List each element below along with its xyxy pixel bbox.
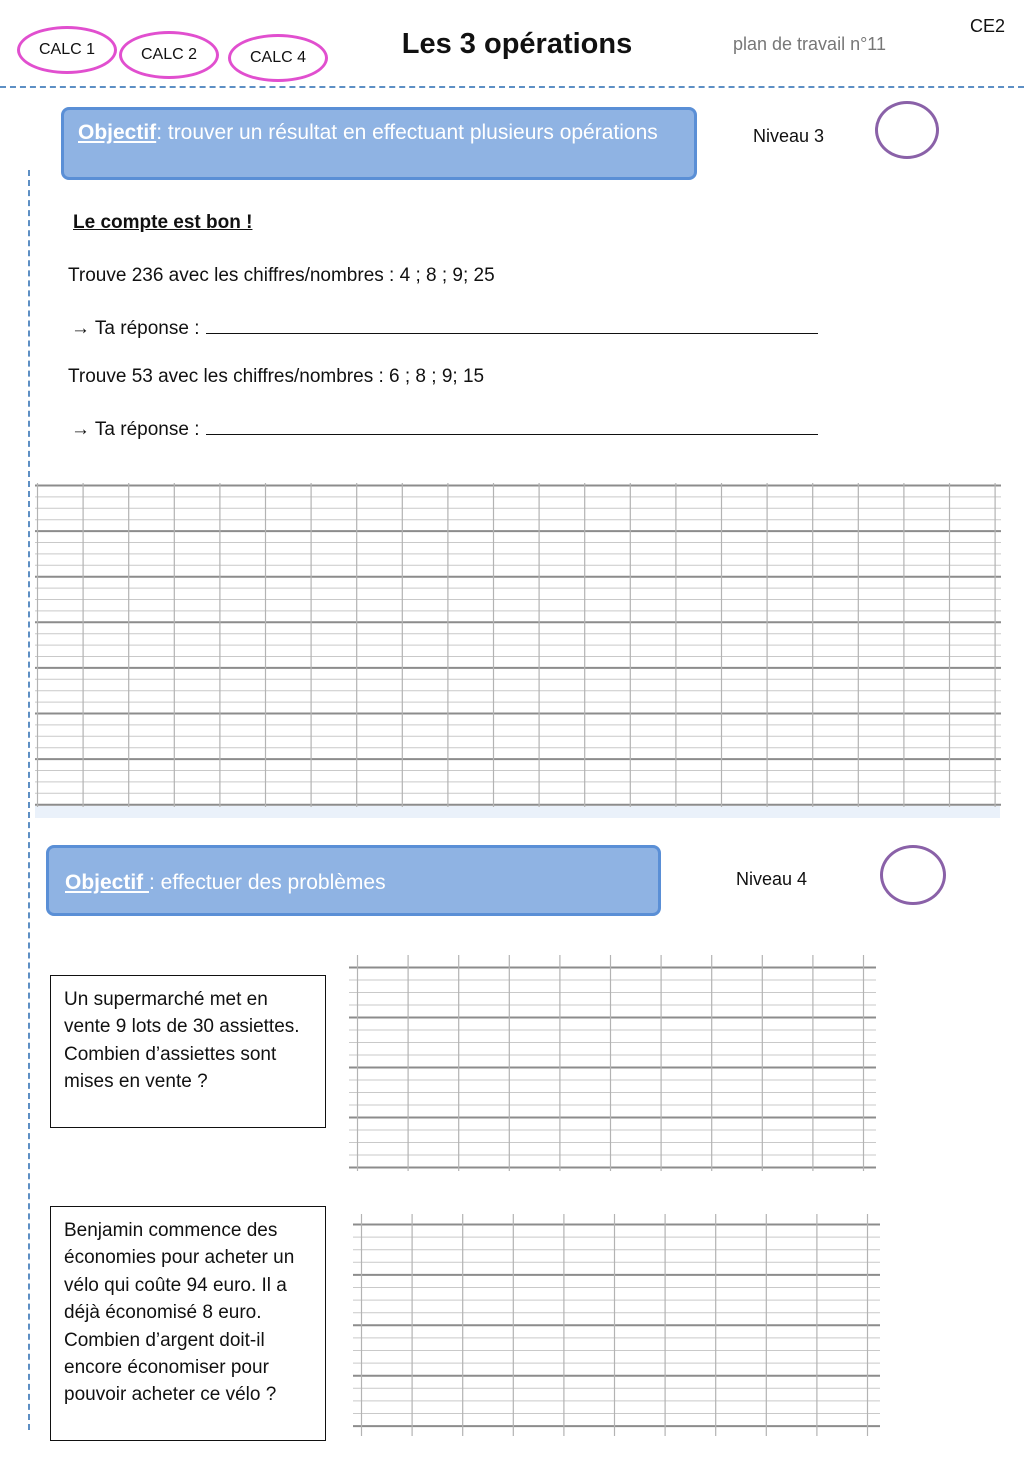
section-heading [73,212,252,234]
answer-label: → Ta réponse : [71,318,200,339]
answer-label: → Ta réponse : [71,419,200,440]
objective-label: Objectif [65,871,150,894]
grid-shadow [35,806,1000,818]
seyes-grid-1[interactable] [35,483,1001,807]
problem-box-2 [50,1206,326,1441]
answer-row-2 [71,416,818,441]
level-check-circle[interactable] [875,101,939,159]
problem-box-1 [50,975,326,1128]
plan-label: plan de travail n°11 [733,34,886,54]
objective-box-1 [61,107,697,180]
objective-box-2 [46,845,661,916]
objective-label: Objectif [78,121,157,144]
grade-label: CE2 [970,16,1006,36]
top-divider [0,86,1024,88]
left-margin-line [28,170,30,1430]
seyes-grid-3[interactable] [353,1214,880,1436]
level-label-4: Niveau 4 [736,869,808,889]
problem-text: Benjamin commence des économies pour acheter un vélo qui coûte 94 euro. Il a déjà économisé 8 euro. Combien d’argent doit-il encore économiser pour pouvoir acheter ce vélo ? [64,1220,295,1406]
tag-label: CALC 2 [140,46,198,63]
heading-text: Le compte est bon ! [73,212,253,233]
level-label-3: Niveau 3 [753,126,825,146]
answer-line-2[interactable] [206,416,818,435]
answer-line-1[interactable] [206,315,818,334]
seyes-grid-2[interactable] [349,955,876,1171]
objective-text: : effectuer des problèmes [149,871,386,894]
question-2: Trouve 53 avec les chiffres/nombres : 6 ; 8 ; 9; 15 [68,366,485,387]
page-title: Les 3 opérations [401,28,633,60]
problem-text: Un supermarché met en vente 9 lots de 30 assiettes. Combien d’assiettes sont mises en vente ? [64,989,300,1093]
objective-text: : trouver un résultat en effectuant plusieurs opérations [156,121,658,144]
question-1: Trouve 236 avec les chiffres/nombres : 4 ; 8 ; 9; 25 [68,265,495,286]
answer-row-1 [71,315,818,340]
tag-label: CALC 4 [249,49,307,66]
level-check-circle[interactable] [880,845,946,905]
tag-label: CALC 1 [38,41,96,58]
